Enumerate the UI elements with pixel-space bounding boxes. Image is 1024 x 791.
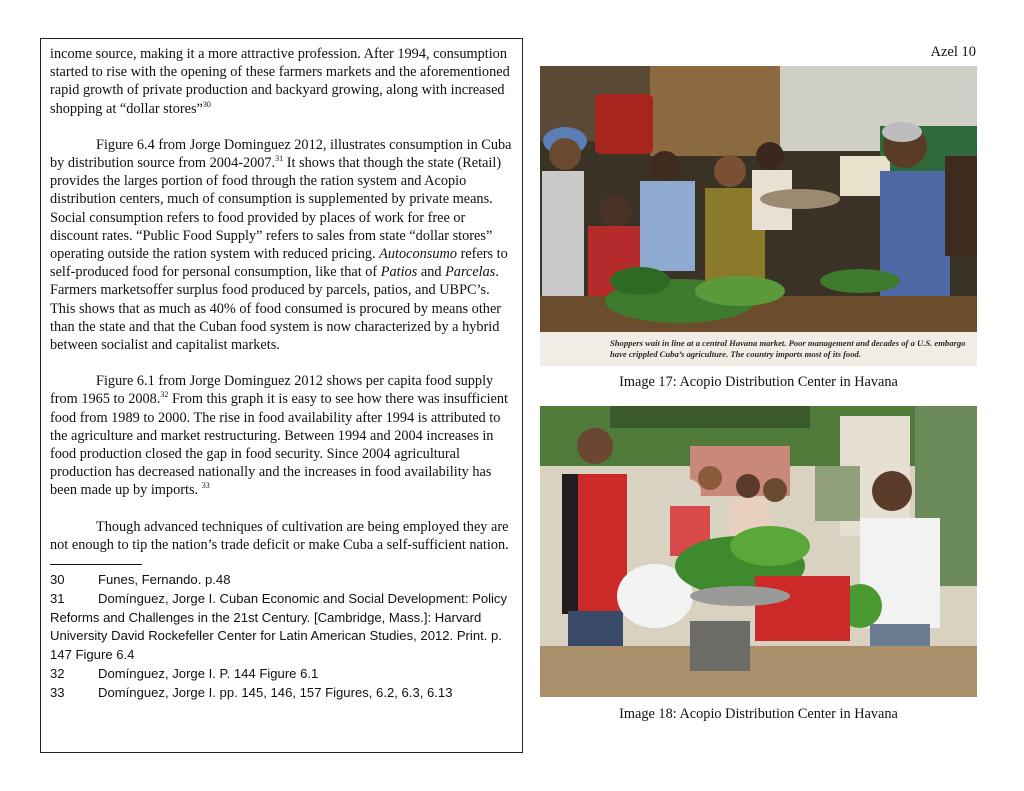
image-18-caption: Image 18: Acopio Distribution Center in Havana xyxy=(619,706,898,722)
term-patios: Patios xyxy=(380,264,418,281)
market-photo-2-drawing xyxy=(540,406,977,697)
footnote-item xyxy=(50,684,513,703)
market-photo-1 xyxy=(540,66,977,366)
paragraph-1-text: income source, making it a more attractive profession. After 1994, consumption started to rise with the opening of these farmers markets and the aforementioned rapid growth of private production and backyard growing, along with increased shopping at “dollar stores” xyxy=(50,46,510,117)
paragraph-2-text-b: It shows that though the state (Retail) provides the larges portion of food through the ration system and Acopio distribution centers, much of consumption is supplemented by private means. Social consumption refers to food provided by places of work for free or discount rates. “Public Food Supply” refers to sales from state “dollar stores” operating outside the ration system with reduced pricing. xyxy=(50,155,502,263)
footnote-number: 33 xyxy=(50,684,65,700)
paragraph-2-text-c: refers to self-produced food for personal consumption, like that of xyxy=(50,246,508,281)
image-17-caption: Image 17: Acopio Distribution Center in Havana xyxy=(619,374,898,390)
footnote-item xyxy=(50,590,513,665)
footnote-number: 32 xyxy=(50,666,65,682)
footnote-divider xyxy=(50,564,142,565)
footnote-text: Funes, Fernando. p.48 xyxy=(98,572,231,588)
paragraph-3 xyxy=(50,372,513,499)
footnote-item xyxy=(50,571,513,590)
paragraph-1 xyxy=(50,45,513,118)
footnote-text: Domínguez, Jorge I. P. 144 Figure 6.1 xyxy=(98,666,319,682)
paragraph-4: Though advanced techniques of cultivation are being employed they are not enough to tip the nation’s trade deficit or make Cuba a self-sufficient nation. xyxy=(50,518,509,553)
paragraph-2-text-a: Figure 6.4 from Jorge Dominguez 2012, illustrates consumption in Cuba by distribution source from 2004-2007. xyxy=(50,136,512,172)
footnote-text: Domínguez, Jorge I. pp. 145, 146, 157 Figures, 6.2, 6.3, 6.13 xyxy=(98,684,453,700)
footnote-text: Domínguez, Jorge I. Cuban Economic and Social Development: Policy Reforms and Challenges in the 21st Century. [Cambridge, Mass.]: Harvard University David Rockefeller Center for Latin American Studies, 2012. Print. p. 147 Figure 6.4 xyxy=(50,590,508,663)
main-text-box xyxy=(40,38,523,753)
photo-embedded-caption: Shoppers wait in line at a central Havana market. Poor management and decades of a U.S. embargo have crippled Cuba’s agriculture. The country imports most of its food. xyxy=(540,332,977,366)
footnote-ref-30[interactable]: 30 xyxy=(202,99,211,109)
paragraph-3-text-b: From this graph it is easy to see how there was insufficient food from 1989 to 2000. The rise in food availability after 1994 is attributed to the agriculture and market restructuring. Between 1994 and 2004 increases in food production closed the gap in food security. Since 2004 agricultural production has decreased nationally and the increases in food availability has been made up by imports. xyxy=(50,391,509,499)
footnote-item xyxy=(50,665,513,684)
market-photo-1-drawing xyxy=(540,66,977,366)
footnote-number: 31 xyxy=(50,590,65,606)
footnote-list xyxy=(50,571,513,703)
paragraph-2-text-d: and xyxy=(417,264,446,281)
term-autoconsumo: Autoconsumo xyxy=(379,246,457,263)
footnote-ref-31[interactable]: 31 xyxy=(275,154,284,164)
paragraph-2 xyxy=(50,136,513,354)
footnote-ref-32[interactable]: 32 xyxy=(160,390,169,400)
page-header: Azel 10 xyxy=(930,44,976,60)
paragraph-3-text-a: Figure 6.1 from Jorge Dominguez 2012 shows per capita food supply from 1965 to 2008. xyxy=(50,373,494,408)
term-parcelas: Parcelas xyxy=(445,264,496,281)
footnote-number: 30 xyxy=(50,572,65,588)
paragraph-2-text-e: . Farmers marketsoffer surplus food produced by parcels, patios, and UBPC’s. This shows that as much as 40% of food consumed is procured by means other than the state and that the Cuban food system is now characterized by a hybrid between socialist and capitalist markets. xyxy=(50,264,502,354)
market-photo-2 xyxy=(540,406,977,697)
footnote-ref-33[interactable]: 33 xyxy=(201,481,210,491)
